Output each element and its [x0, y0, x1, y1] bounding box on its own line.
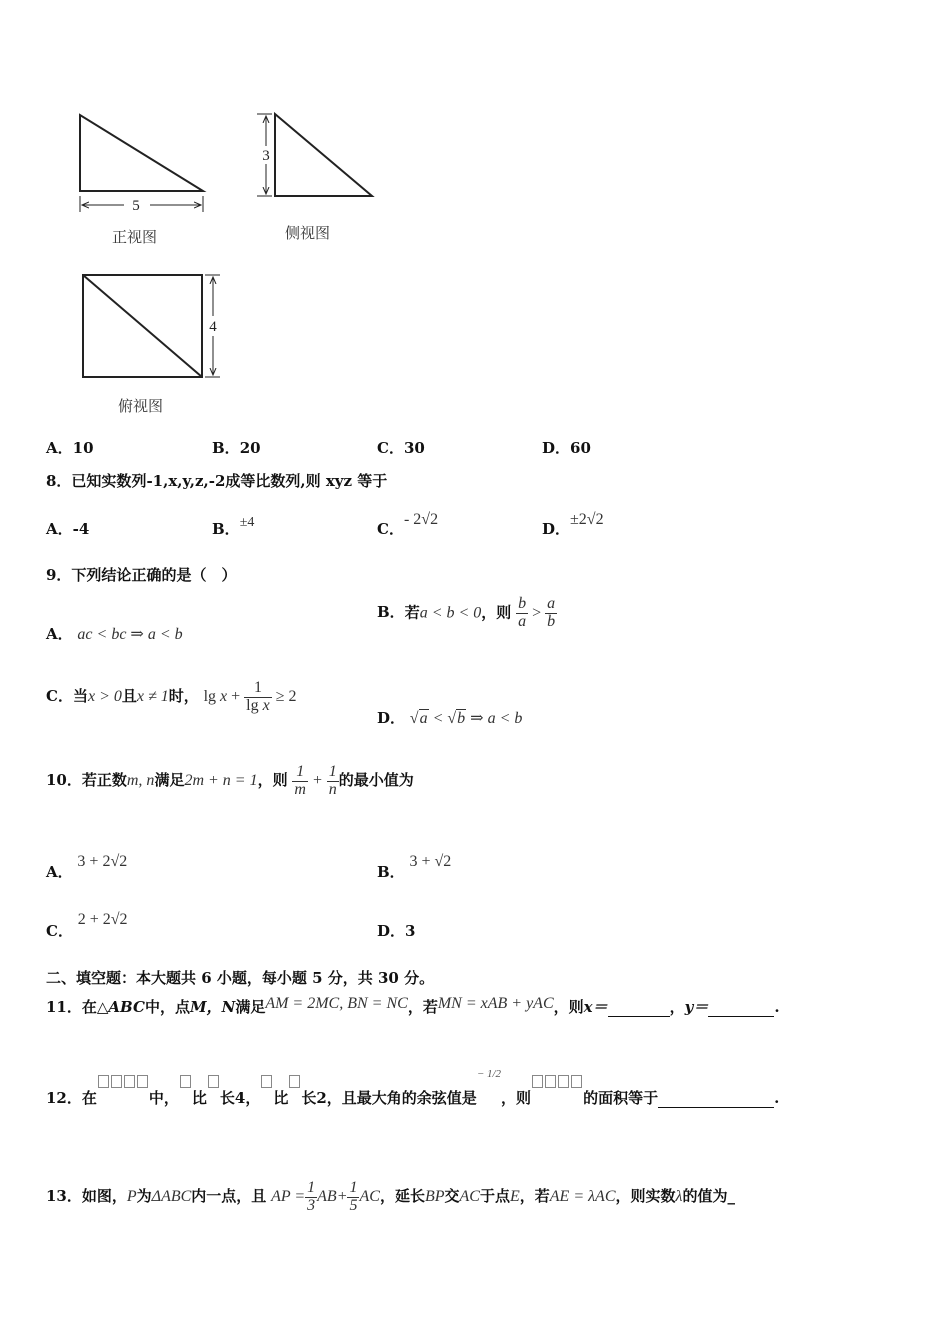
q12-area-blank[interactable]	[658, 1093, 774, 1108]
q13-vector-expr: AP = $\frac{1}{3}$ AB+ $\frac{1}{5}$ AC	[271, 1179, 380, 1214]
side-view-caption: 侧视图	[285, 224, 331, 242]
top-view	[83, 275, 220, 377]
q10-option-d[interactable]: D．3	[377, 922, 416, 940]
q8-option-c[interactable]: C．- 2√2	[377, 511, 439, 538]
q9-b-frac-right: $\frac{a}{b}$	[547, 595, 556, 630]
q7-option-d[interactable]: D．60	[542, 439, 591, 457]
q12-stem: 12．在 中， 比 长4， 比 长2，且最大角的余弦值是$^{- 1/2}$，则 的面积等于 .	[46, 1068, 780, 1107]
front-view	[80, 115, 203, 214]
q12-placeholder-b	[208, 1075, 219, 1088]
q11-y-blank[interactable]	[708, 1002, 774, 1017]
q9-d-expr: √a < √b ⇒	[409, 710, 488, 727]
q12-placeholder-triangle	[97, 1077, 149, 1095]
q9-option-b[interactable]: B．若a < b < 0，则 $\frac{b}{a}$ > $\frac{a}{b}$	[377, 595, 556, 630]
q8-option-b[interactable]: B．±4	[212, 515, 255, 538]
q7-option-a[interactable]: A．10	[46, 439, 94, 457]
q8-option-d[interactable]: D．±2√2	[542, 511, 604, 538]
q9-c-expr: lg x + $\frac{1}{\text{lg x}}$ ≥ 2	[203, 679, 297, 714]
q10-stem: 10．若正数m, n满足2m + n = 1，则 $\frac{1}{m}$ + $\frac{1}{n}$ 的最小值为	[46, 763, 414, 798]
q11-stem: 11．在△ABC中，点M，N满足AM = 2MC, BN = NC，若MN = xAB + yAC，则x＝ ，y＝ .	[46, 995, 780, 1016]
q7-option-b[interactable]: B．20	[212, 439, 261, 457]
top-dim-label: 4	[209, 319, 217, 335]
q12-placeholder-c	[261, 1075, 272, 1088]
q11-x-blank[interactable]	[608, 1002, 670, 1017]
q8-option-a[interactable]: A．-4	[46, 520, 90, 538]
q13-stem: 13．如图，P为ΔABC内一点，且 AP = $\frac{1}{3}$ AB+ $\frac{1}{5}$ AC，延长BP交AC于点E，若AE = λAC，则实数λ的值为_	[46, 1179, 735, 1214]
side-dim-label: 3	[262, 148, 270, 164]
q9-stem: 9．下列结论正确的是（ ）	[46, 566, 237, 584]
q10-option-b[interactable]: B． 3 + √2	[377, 853, 452, 881]
q9-option-a[interactable]: A． ac < bc ⇒ a < b	[46, 625, 183, 643]
section-2-title: 二、填空题：本大题共 6 小题，每小题 5 分，共 30 分。	[46, 969, 435, 987]
front-dim-label: 5	[132, 198, 140, 214]
q9-b-frac-left: $\frac{b}{a}$	[518, 595, 527, 630]
q12-placeholder-a	[180, 1075, 191, 1088]
front-view-caption: 正视图	[112, 228, 158, 246]
q9-option-c[interactable]: C．当x > 0且x ≠ 1时， lg x + $\frac{1}{\text{lg x}}$ ≥ 2	[46, 679, 297, 714]
q10-option-c[interactable]: C． 2 + 2√2	[46, 911, 128, 940]
side-view	[257, 114, 372, 196]
q8-stem: 8．已知实数列-1,x,y,z,-2成等比数列,则 xyz 等于	[46, 472, 388, 490]
q10-expr: $\frac{1}{m}$ + $\frac{1}{n}$	[294, 763, 337, 798]
q10-option-a[interactable]: A． 3 + 2√2	[46, 853, 128, 881]
three-view-figure	[0, 0, 950, 420]
q12-placeholder-triangle-2	[531, 1077, 583, 1095]
q9-option-d[interactable]: D． √a < √b ⇒ a < b	[377, 709, 523, 727]
q7-option-c[interactable]: C．30	[377, 439, 425, 457]
q12-placeholder-d	[289, 1075, 300, 1088]
top-view-caption: 俯视图	[118, 397, 164, 415]
